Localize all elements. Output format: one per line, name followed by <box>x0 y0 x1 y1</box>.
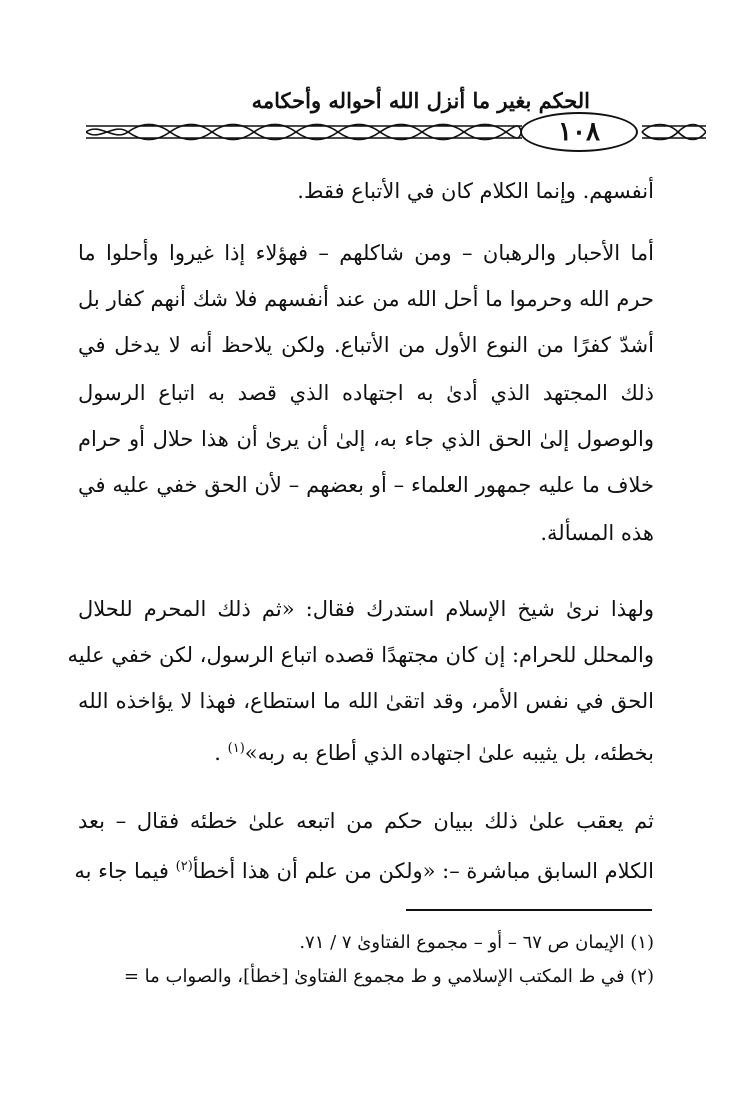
text-line: ولهذا نرىٰ شيخ الإسلام استدرك فقال: «ثم ذلك المحرم للحلال <box>78 597 654 621</box>
paragraph-4 <box>74 806 654 886</box>
text-line: والمحلل للحرام: إن كان مجتهدًا قصده اتباع الرسول، لكن خفي عليه <box>67 643 654 667</box>
paragraph-3 <box>67 594 654 774</box>
footnote-2: (٢) في ط المكتب الإسلامي و ط مجموع الفتاوىٰ [خطأ]، والصواب ما = <box>123 966 654 987</box>
footnote-separator <box>406 909 652 911</box>
text-line: بخطئه، بل يثيبه علىٰ اجتهاده الذي أطاع به ربه» <box>244 741 654 765</box>
text-line: حرم الله وحرموا ما أحل الله من عند أنفسهم فلا شك أنهم كفار بل <box>78 287 654 311</box>
sentence-tail: فيما جاء به <box>74 859 169 883</box>
sentence-tail: . <box>214 741 221 765</box>
text-line: ذلك المجتهد الذي أدىٰ به اجتهاده الذي قصد به اتباع الرسول <box>78 381 654 405</box>
paragraph-1 <box>78 176 654 206</box>
page-number-badge <box>520 112 638 152</box>
text-line: والوصول إلىٰ الحق الذي جاء به، إلىٰ أن يرىٰ أن هذا حلال أو حرام <box>78 427 654 451</box>
footnote-marker-1: (١) <box>227 741 245 756</box>
text-line: خلاف ما عليه جمهور العلماء – أو بعضهم – لأن الحق خفي عليه في <box>78 473 654 497</box>
text-line: أما الأحبار والرهبان – ومن شاكلهم – فهؤلاء إذا غيروا وأحلوا ما <box>78 241 654 265</box>
footnote-marker-2: (٢) <box>175 859 193 874</box>
footnote-1: (١) الإيمان ص ٦٧ – أو – مجموع الفتاوىٰ ٧ / ٧١. <box>299 932 654 953</box>
text-line: أشدّ كفرًا من النوع الأول من الأتباع. ولكن يلاحظ أنه لا يدخل في <box>78 333 654 357</box>
running-title: الحكم بغير ما أنزل الله أحواله وأحكامه <box>251 88 590 113</box>
text-line: الحق في نفس الأمر، وقد اتقىٰ الله ما استطاع، فهذا لا يؤاخذه الله <box>78 689 654 713</box>
text-line: أنفسهم. وإنما الكلام كان في الأتباع فقط. <box>297 179 654 203</box>
text-line: هذه المسألة. <box>540 521 654 545</box>
text-line: الكلام السابق مباشرة –: «ولكن من علم أن هذا أخطأ <box>192 859 654 883</box>
text-line-with-footnote <box>78 734 654 768</box>
paragraph-2 <box>78 238 654 562</box>
text-line: ثم يعقب علىٰ ذلك ببيان حكم من اتبعه علىٰ خطئه فقال – بعد <box>78 809 654 833</box>
text-line-with-footnote <box>74 852 654 886</box>
page-number: ١٠٨ <box>558 117 600 147</box>
